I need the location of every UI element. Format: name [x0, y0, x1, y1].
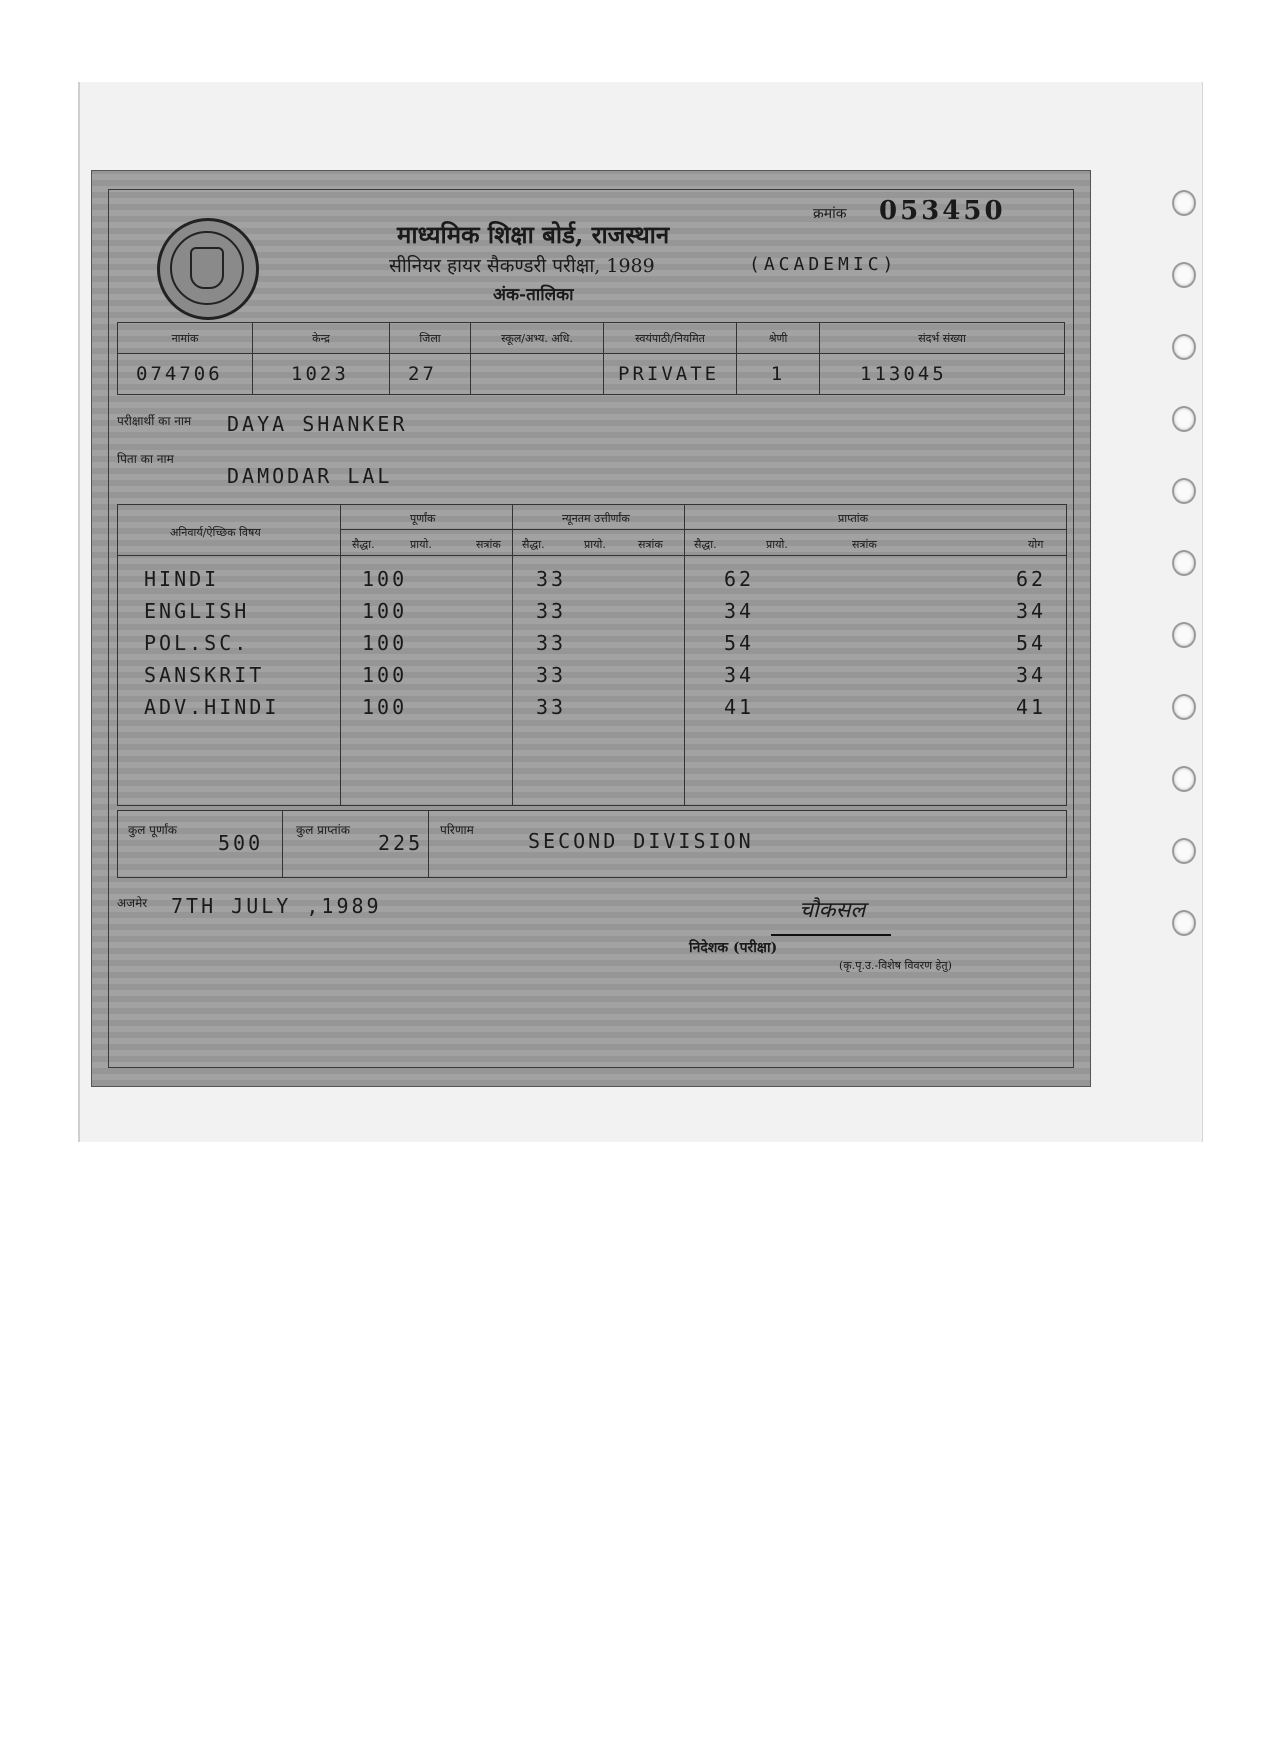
- document-type: अंक-तालिका: [493, 285, 574, 305]
- info-header-roll: नामांक: [118, 323, 253, 354]
- obt-practical-sub: प्रायो.: [766, 538, 788, 551]
- punch-hole: [1172, 550, 1196, 576]
- obtained-marks: 41: [724, 695, 755, 719]
- punch-hole: [1172, 478, 1196, 504]
- exam-title: सीनियर हायर सैकण्डरी परीक्षा, 1989: [389, 255, 655, 277]
- obt-sessional-sub: सत्रांक: [852, 538, 877, 551]
- max-practical-sub: प्रायो.: [410, 538, 432, 551]
- punch-hole: [1172, 766, 1196, 792]
- max-marks: 100: [362, 663, 408, 687]
- signatory-title: निदेशक (परीक्षा): [689, 940, 778, 956]
- total-max-marks: 500: [218, 831, 264, 855]
- total-marks: 41: [1016, 695, 1047, 719]
- subject-name: HINDI: [144, 567, 220, 591]
- subject-name: ADV.HINDI: [144, 695, 280, 719]
- stream-label: (ACADEMIC): [749, 254, 898, 275]
- info-header-district: जिला: [390, 323, 471, 354]
- board-title: माध्यमिक शिक्षा बोर्ड, राजस्थान: [397, 220, 670, 249]
- max-marks: 100: [362, 631, 408, 655]
- school-code: [471, 354, 604, 395]
- obtained-marks: 34: [724, 663, 755, 687]
- total-max-label: कुल पूर्णांक: [128, 823, 177, 837]
- totals-row: [117, 810, 1067, 878]
- category-value: 1: [737, 354, 820, 395]
- roll-number: 074706: [118, 354, 253, 395]
- obt-total-sub: योग: [1028, 538, 1044, 551]
- punch-hole: [1172, 838, 1196, 864]
- info-header-type: स्वयंपाठी/नियमित: [604, 323, 737, 354]
- perforation-strip: [1172, 190, 1196, 990]
- board-seal-icon: [157, 218, 259, 320]
- result-value: SECOND DIVISION: [528, 829, 754, 853]
- total-marks: 34: [1016, 599, 1047, 623]
- candidate-info-table: [117, 322, 1065, 395]
- obt-theory-sub: सैद्धा.: [694, 538, 717, 551]
- max-marks: 100: [362, 695, 408, 719]
- min-practical-sub: प्रायो.: [584, 538, 606, 551]
- candidate-name: DAYA SHANKER: [227, 412, 408, 436]
- info-header-category: श्रेणी: [737, 323, 820, 354]
- punch-hole: [1172, 334, 1196, 360]
- total-marks: 62: [1016, 567, 1047, 591]
- father-name-label: पिता का नाम: [117, 452, 174, 466]
- serial-number: 053450: [879, 196, 1006, 226]
- min-marks: 33: [536, 567, 567, 591]
- info-header-school: स्कूल/अभ्य. अधि.: [471, 323, 604, 354]
- place-label: अजमेर: [117, 896, 148, 910]
- max-marks: 100: [362, 567, 408, 591]
- candidate-type: PRIVATE: [604, 354, 737, 395]
- district-code: 27: [390, 354, 471, 395]
- total-obtained-marks: 225: [378, 831, 424, 855]
- total-marks: 34: [1016, 663, 1047, 687]
- punch-hole: [1172, 694, 1196, 720]
- obtained-marks: 54: [724, 631, 755, 655]
- total-obtained-label: कुल प्राप्तांक: [296, 823, 350, 837]
- candidate-name-label: परीक्षार्थी का नाम: [117, 414, 192, 428]
- reference-number: 113045: [820, 354, 1065, 395]
- issue-date: 7TH JULY ,1989: [171, 894, 382, 918]
- marksheet-frame: [108, 189, 1074, 1068]
- subject-name: ENGLISH: [144, 599, 250, 623]
- punch-hole: [1172, 910, 1196, 936]
- serial-label: क्रमांक: [813, 206, 847, 222]
- obtained-marks: 34: [724, 599, 755, 623]
- marksheet-card: [91, 170, 1091, 1087]
- max-marks-header: पूर्णांक: [410, 512, 436, 525]
- max-sessional-sub: सत्रांक: [476, 538, 501, 551]
- punch-hole: [1172, 622, 1196, 648]
- min-marks: 33: [536, 599, 567, 623]
- obtained-marks: 62: [724, 567, 755, 591]
- punch-hole: [1172, 406, 1196, 432]
- obtained-header: प्राप्तांक: [838, 512, 869, 525]
- result-label: परिणाम: [440, 823, 474, 837]
- info-header-reference: संदर्भ संख्या: [820, 323, 1065, 354]
- min-pass-header: न्यूनतम उत्तीर्णांक: [562, 512, 630, 525]
- total-marks: 54: [1016, 631, 1047, 655]
- subject-name: POL.SC.: [144, 631, 250, 655]
- min-theory-sub: सैद्धा.: [522, 538, 545, 551]
- punch-hole: [1172, 262, 1196, 288]
- reverse-note: (कृ.पृ.उ.-विशेष विवरण हेतु): [839, 959, 952, 972]
- centre-code: 1023: [253, 354, 390, 395]
- min-sessional-sub: सत्रांक: [638, 538, 663, 551]
- max-theory-sub: सैद्धा.: [352, 538, 375, 551]
- max-marks: 100: [362, 599, 408, 623]
- director-signature: चौकसल: [799, 898, 866, 923]
- info-header-centre: केन्द्र: [253, 323, 390, 354]
- punch-hole: [1172, 190, 1196, 216]
- min-marks: 33: [536, 695, 567, 719]
- min-marks: 33: [536, 663, 567, 687]
- marks-table: [117, 504, 1067, 806]
- father-name: DAMODAR LAL: [227, 464, 393, 488]
- min-marks: 33: [536, 631, 567, 655]
- subject-header: अनिवार्य/ऐच्छिक विषय: [170, 526, 261, 539]
- subject-name: SANSKRIT: [144, 663, 265, 687]
